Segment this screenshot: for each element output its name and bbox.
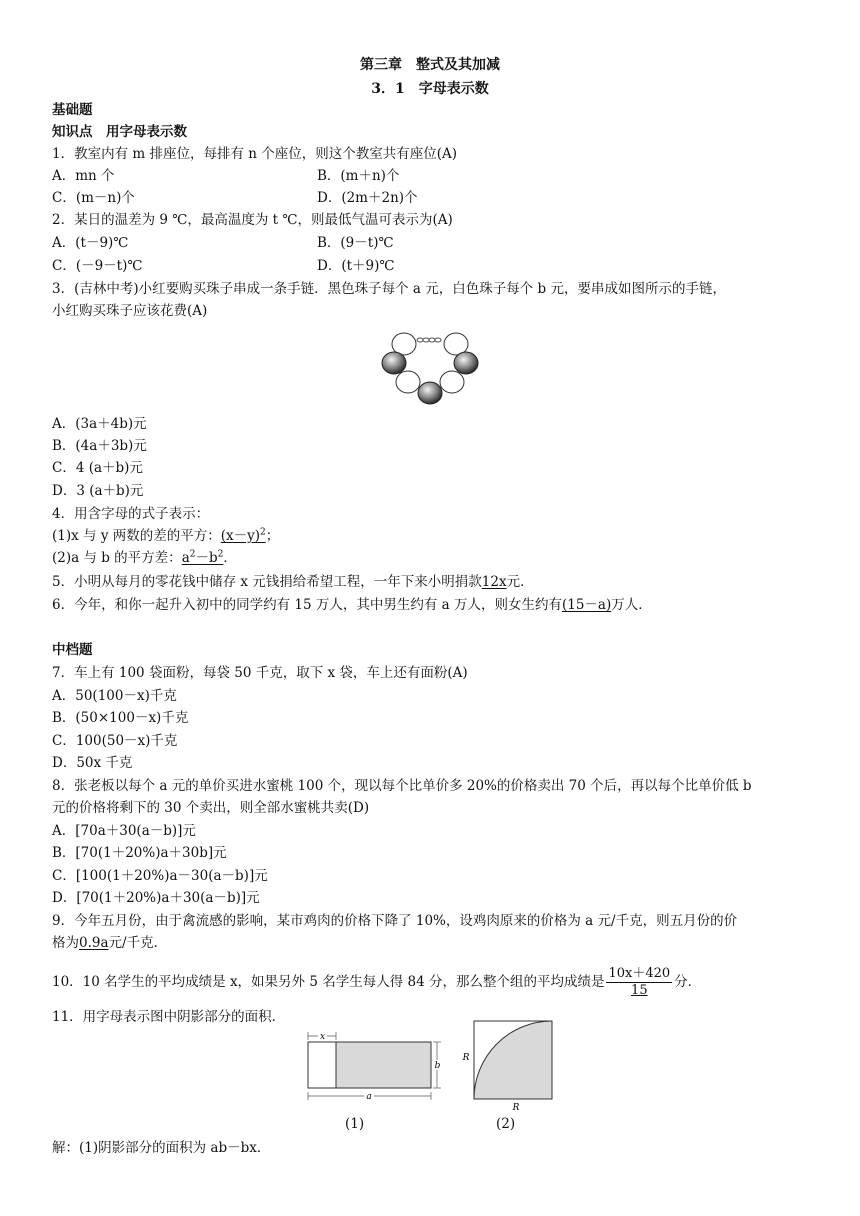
q5-answer: 12x bbox=[481, 574, 507, 590]
bracelet-clasp bbox=[417, 338, 441, 342]
basic-heading: 基础题 bbox=[52, 102, 93, 118]
q3-option-a: A．(3a＋4b)元 bbox=[52, 416, 147, 432]
q7-option-b: B．(50×100－x)千克 bbox=[52, 710, 189, 726]
white-bead bbox=[396, 371, 420, 393]
figure-2-square bbox=[458, 1018, 558, 1114]
q3-option-d: D．3 (a＋b)元 bbox=[52, 483, 144, 499]
q3-stem-line1: 3．(吉林中考)小红要购买珠子串成一条手链．黑色珠子每个 a 元，白色珠子每个 b 元，要串成如图所示的手链， bbox=[52, 281, 726, 297]
q7-option-a: A．50(100－x)千克 bbox=[52, 688, 177, 704]
q2-options-row1 bbox=[52, 233, 394, 253]
q2-option-d: D．(t＋9)℃ bbox=[317, 258, 395, 274]
label-R-bottom: R bbox=[512, 1103, 520, 1113]
q8-option-c: C．[100(1＋20%)a－30(a－b)]元 bbox=[52, 868, 268, 884]
q1-option-a: A．mn 个 bbox=[52, 168, 115, 184]
figure-1-caption: (1) bbox=[345, 1116, 365, 1132]
q1-option-c: C．(m－n)个 bbox=[52, 190, 135, 206]
q9-line1: 9．今年五月份，由于禽流感的影响，某市鸡肉的价格下降了 10%，设鸡肉原来的价格为 a 元/千克，则五月份的价 bbox=[52, 913, 738, 929]
q6: 6．今年，和你一起升入初中的同学约有 15 万人，其中男生约有 a 万人，则女生约有(15－a)万人． bbox=[52, 597, 652, 613]
q7-option-d: D．50x 千克 bbox=[52, 755, 133, 771]
q4-part1-text: (1)x 与 y 两数的差的平方： bbox=[52, 528, 221, 544]
q2-option-b: B．(9－t)℃ bbox=[317, 235, 394, 251]
q1-option-b: B．(m＋n)个 bbox=[317, 168, 400, 184]
q4-stem: 4．用含字母的式子表示： bbox=[52, 506, 210, 522]
q10: 10．10 名学生的平均成绩是 x，如果另外 5 名学生每人得 84 分，那么整个组的平均成绩是 $\frac{10x+420}{15}$ 分． bbox=[52, 966, 702, 998]
q4-part2: (2)a 与 b 的平方差：$a^2-b^2$． bbox=[52, 549, 237, 566]
q10-denominator: 15 bbox=[631, 983, 648, 998]
q8-stem-line2: 元的价格将剩下的 30 个卖出，则全部水蜜桃共卖(D) bbox=[52, 800, 370, 816]
q9-answer: 0.9a bbox=[79, 935, 109, 951]
q1-options-row1 bbox=[52, 166, 400, 186]
chapter-title: 第三章 整式及其加减 bbox=[360, 57, 500, 73]
q5: 5．小明从每月的零花钱中储存 x 元钱捐给希望工程，一年下来小明捐款12x元． bbox=[52, 574, 534, 590]
q11-stem: 11．用字母表示图中阴影部分的面积． bbox=[52, 1009, 286, 1025]
figure-1-rectangle bbox=[296, 1030, 446, 1108]
section-title: 3．1 字母表示数 bbox=[371, 81, 489, 97]
q3-option-c: C．4 (a＋b)元 bbox=[52, 460, 143, 476]
q7-stem: 7．车上有 100 袋面粉，每袋 50 千克，取下 x 袋，车上还有面粉(A) bbox=[52, 665, 468, 681]
black-bead bbox=[382, 352, 406, 374]
bracelet-figure bbox=[380, 330, 480, 410]
label-R-side: R bbox=[462, 1053, 470, 1063]
label-a: a bbox=[366, 1092, 372, 1102]
q2-stem: 2．某日的温差为 9 ℃，最高温度为 t ℃，则最低气温可表示为(A) bbox=[52, 212, 453, 228]
shaded-region bbox=[336, 1042, 431, 1088]
knowledge-point: 知识点 用字母表示数 bbox=[52, 124, 187, 140]
q1-stem: 1．教室内有 m 排座位，每排有 n 个座位，则这个教室共有座位(A) bbox=[52, 146, 458, 162]
black-bead bbox=[418, 382, 442, 404]
mid-heading: 中档题 bbox=[52, 642, 93, 658]
q2-option-c: C．(－9－t)℃ bbox=[52, 258, 143, 274]
q2-options-row2 bbox=[52, 256, 395, 276]
white-bead bbox=[440, 371, 464, 393]
q7-option-c: C．100(50－x)千克 bbox=[52, 733, 178, 749]
q2-option-a: A．(t－9)℃ bbox=[52, 235, 129, 251]
label-b: b bbox=[434, 1061, 441, 1071]
q1-options-row2 bbox=[52, 188, 418, 208]
q8-stem-line1: 8．张老板以每个 a 元的单价买进水蜜桃 100 个，现以每个比单价多 20%的价格卖出 70 个后，再以每个比单价低 b bbox=[52, 778, 752, 794]
q4-part2-text: (2)a 与 b 的平方差： bbox=[52, 550, 182, 566]
q4-part1: (1)x 与 y 两数的差的平方：$(x-y)^2$； bbox=[52, 527, 280, 544]
figure-2-caption: (2) bbox=[496, 1116, 516, 1132]
q3-stem-line2: 小红购买珠子应该花费(A) bbox=[52, 303, 208, 319]
q3-option-b: B．(4a＋3b)元 bbox=[52, 438, 147, 454]
q10-answer-fraction bbox=[606, 966, 672, 999]
q8-option-a: A．[70a＋30(a－b)]元 bbox=[52, 823, 196, 839]
q10-numerator: 10x＋420 bbox=[608, 966, 671, 981]
q1-option-d: D．(2m＋2n)个 bbox=[317, 190, 418, 206]
black-bead bbox=[454, 352, 478, 374]
q4-part2-answer: $a^2-b^2$ bbox=[181, 549, 224, 566]
q11-solution: 解：(1)阴影部分的面积为 ab－bx． bbox=[52, 1140, 271, 1156]
q9-line2: 格为0.9a元/千克． bbox=[52, 935, 168, 951]
label-x: x bbox=[319, 1032, 326, 1042]
q8-option-d: D．[70(1＋20%)a＋30(a－b)]元 bbox=[52, 890, 260, 906]
q6-answer: (15－a) bbox=[561, 597, 612, 613]
q8-option-b: B．[70(1＋20%)a＋30b]元 bbox=[52, 845, 227, 861]
q4-part1-answer: $(x-y)^2$ bbox=[220, 527, 266, 544]
